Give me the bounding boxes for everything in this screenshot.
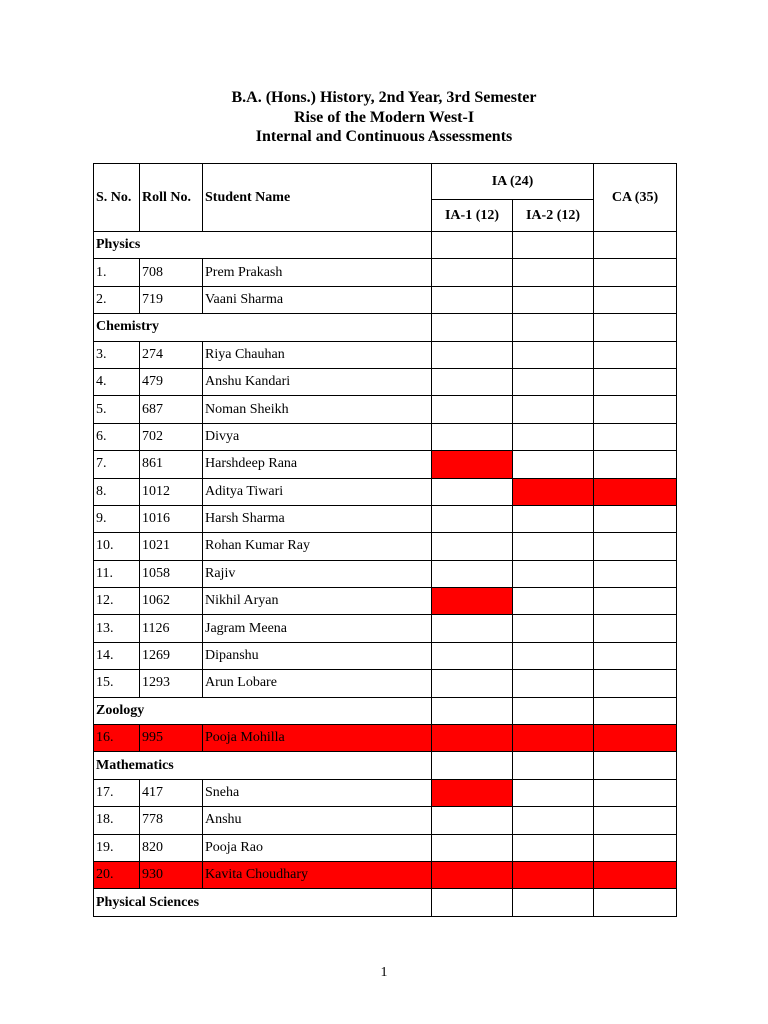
table-row: [94, 834, 677, 861]
cell-ia2: [513, 533, 594, 560]
cell-ia2: [513, 423, 594, 450]
group-row: [94, 232, 677, 259]
cell-sno: 2.: [94, 286, 140, 313]
cell-roll-no: 479: [140, 368, 203, 395]
cell-ia1: [432, 615, 513, 642]
table-row: [94, 286, 677, 313]
cell-ca: [594, 232, 677, 259]
cell-ca: [594, 588, 677, 615]
group-row: [94, 697, 677, 724]
cell-ia1: [432, 560, 513, 587]
cell-sno: 8.: [94, 478, 140, 505]
cell-ia2: [513, 779, 594, 806]
table-row: [94, 259, 677, 286]
cell-roll-no: 1293: [140, 670, 203, 697]
header-ia-1: IA-1 (12): [432, 200, 513, 232]
cell-student-name: Harshdeep Rana: [203, 451, 432, 478]
cell-ia2: [513, 889, 594, 916]
cell-sno: 17.: [94, 779, 140, 806]
header-ia-2: IA-2 (12): [513, 200, 594, 232]
cell-roll-no: 995: [140, 725, 203, 752]
document-title: [0, 88, 768, 147]
cell-ia1: [432, 889, 513, 916]
cell-ia1: [432, 725, 513, 752]
cell-roll-no: 1058: [140, 560, 203, 587]
cell-roll-no: 1062: [140, 588, 203, 615]
group-label: Chemistry: [94, 314, 432, 341]
cell-ia2: [513, 642, 594, 669]
header-row: [94, 164, 677, 200]
cell-sno: 9.: [94, 505, 140, 532]
cell-student-name: Pooja Rao: [203, 834, 432, 861]
cell-ia2: [513, 314, 594, 341]
cell-ia2: [513, 861, 594, 888]
table-row: [94, 396, 677, 423]
table-row: [94, 670, 677, 697]
cell-ia1: [432, 861, 513, 888]
cell-ia2: [513, 341, 594, 368]
cell-sno: 11.: [94, 560, 140, 587]
cell-ia2: [513, 451, 594, 478]
cell-student-name: Anshu Kandari: [203, 368, 432, 395]
cell-ca: [594, 697, 677, 724]
cell-ia1: [432, 834, 513, 861]
title-line-assessment: Internal and Continuous Assessments: [255, 128, 513, 145]
cell-ia1: [432, 807, 513, 834]
table-body: [94, 232, 677, 917]
cell-ia1: [432, 451, 513, 478]
cell-ca: [594, 259, 677, 286]
header-ca: CA (35): [594, 164, 677, 232]
cell-ca: [594, 423, 677, 450]
cell-ca: [594, 834, 677, 861]
cell-sno: 1.: [94, 259, 140, 286]
table-row: [94, 478, 677, 505]
cell-roll-no: 719: [140, 286, 203, 313]
cell-student-name: Prem Prakash: [203, 259, 432, 286]
cell-ia1: [432, 232, 513, 259]
cell-ia1: [432, 478, 513, 505]
cell-student-name: Riya Chauhan: [203, 341, 432, 368]
cell-ca: [594, 725, 677, 752]
cell-roll-no: 1016: [140, 505, 203, 532]
table-row: [94, 560, 677, 587]
table-row: [94, 505, 677, 532]
cell-ia2: [513, 478, 594, 505]
cell-ca: [594, 670, 677, 697]
table-row: [94, 451, 677, 478]
title-line-course: B.A. (Hons.) History, 2nd Year, 3rd Semester: [231, 89, 537, 106]
cell-ia1: [432, 314, 513, 341]
cell-roll-no: 417: [140, 779, 203, 806]
group-label: Physics: [94, 232, 432, 259]
cell-ca: [594, 560, 677, 587]
header-roll-no: Roll No.: [140, 164, 203, 232]
cell-ia1: [432, 533, 513, 560]
cell-ca: [594, 861, 677, 888]
cell-ia2: [513, 560, 594, 587]
cell-sno: 4.: [94, 368, 140, 395]
cell-roll-no: 1012: [140, 478, 203, 505]
header-ia: IA (24): [432, 164, 594, 200]
cell-sno: 12.: [94, 588, 140, 615]
cell-ca: [594, 642, 677, 669]
page-number: 1: [380, 965, 388, 980]
cell-ia1: [432, 423, 513, 450]
cell-roll-no: 930: [140, 861, 203, 888]
cell-ia2: [513, 670, 594, 697]
cell-ia2: [513, 368, 594, 395]
cell-student-name: Pooja Mohilla: [203, 725, 432, 752]
cell-sno: 3.: [94, 341, 140, 368]
cell-roll-no: 702: [140, 423, 203, 450]
group-label: Mathematics: [94, 752, 432, 779]
cell-student-name: Jagram Meena: [203, 615, 432, 642]
cell-sno: 13.: [94, 615, 140, 642]
cell-ca: [594, 752, 677, 779]
table-row: [94, 533, 677, 560]
cell-roll-no: 1021: [140, 533, 203, 560]
header-student-name: Student Name: [203, 164, 432, 232]
cell-ia1: [432, 588, 513, 615]
cell-ia2: [513, 615, 594, 642]
cell-sno: 19.: [94, 834, 140, 861]
cell-ca: [594, 505, 677, 532]
cell-ia1: [432, 505, 513, 532]
cell-sno: 7.: [94, 451, 140, 478]
cell-ia2: [513, 286, 594, 313]
cell-ia2: [513, 505, 594, 532]
cell-ia2: [513, 725, 594, 752]
cell-sno: 5.: [94, 396, 140, 423]
cell-ca: [594, 889, 677, 916]
cell-ia2: [513, 752, 594, 779]
cell-ia1: [432, 368, 513, 395]
assessment-table: [93, 163, 677, 917]
cell-student-name: Anshu: [203, 807, 432, 834]
cell-ia1: [432, 286, 513, 313]
cell-roll-no: 1269: [140, 642, 203, 669]
table-row: [94, 423, 677, 450]
cell-student-name: Rohan Kumar Ray: [203, 533, 432, 560]
cell-student-name: Nikhil Aryan: [203, 588, 432, 615]
cell-ca: [594, 341, 677, 368]
group-row: [94, 314, 677, 341]
cell-student-name: Divya: [203, 423, 432, 450]
cell-ia1: [432, 697, 513, 724]
cell-ca: [594, 533, 677, 560]
cell-student-name: Sneha: [203, 779, 432, 806]
cell-ca: [594, 451, 677, 478]
table-row: [94, 341, 677, 368]
cell-ia1: [432, 752, 513, 779]
cell-ca: [594, 779, 677, 806]
cell-ia2: [513, 232, 594, 259]
cell-sno: 18.: [94, 807, 140, 834]
table-row: [94, 588, 677, 615]
cell-ia1: [432, 642, 513, 669]
cell-student-name: Dipanshu: [203, 642, 432, 669]
cell-sno: 15.: [94, 670, 140, 697]
group-label: Zoology: [94, 697, 432, 724]
cell-ca: [594, 615, 677, 642]
cell-sno: 10.: [94, 533, 140, 560]
cell-student-name: Rajiv: [203, 560, 432, 587]
group-row: [94, 889, 677, 916]
header-sno: S. No.: [94, 164, 140, 232]
cell-roll-no: 1126: [140, 615, 203, 642]
cell-roll-no: 778: [140, 807, 203, 834]
table-row: [94, 368, 677, 395]
cell-ia1: [432, 259, 513, 286]
cell-ca: [594, 396, 677, 423]
table-row: [94, 861, 677, 888]
cell-ca: [594, 286, 677, 313]
cell-ia2: [513, 807, 594, 834]
cell-ia1: [432, 396, 513, 423]
cell-ia2: [513, 396, 594, 423]
cell-roll-no: 687: [140, 396, 203, 423]
cell-ia1: [432, 670, 513, 697]
cell-ia2: [513, 697, 594, 724]
cell-ca: [594, 807, 677, 834]
cell-roll-no: 861: [140, 451, 203, 478]
cell-roll-no: 820: [140, 834, 203, 861]
cell-sno: 20.: [94, 861, 140, 888]
cell-sno: 6.: [94, 423, 140, 450]
cell-roll-no: 708: [140, 259, 203, 286]
table-row: [94, 725, 677, 752]
cell-ia2: [513, 834, 594, 861]
cell-ca: [594, 478, 677, 505]
cell-ca: [594, 368, 677, 395]
group-row: [94, 752, 677, 779]
cell-student-name: Vaani Sharma: [203, 286, 432, 313]
table-row: [94, 779, 677, 806]
cell-ia2: [513, 259, 594, 286]
cell-student-name: Kavita Choudhary: [203, 861, 432, 888]
cell-student-name: Noman Sheikh: [203, 396, 432, 423]
title-line-paper: Rise of the Modern West-I: [293, 108, 475, 126]
cell-student-name: Aditya Tiwari: [203, 478, 432, 505]
cell-student-name: Harsh Sharma: [203, 505, 432, 532]
cell-ia1: [432, 341, 513, 368]
table-row: [94, 807, 677, 834]
cell-sno: 14.: [94, 642, 140, 669]
cell-roll-no: 274: [140, 341, 203, 368]
cell-student-name: Arun Lobare: [203, 670, 432, 697]
group-label: Physical Sciences: [94, 889, 432, 916]
table-row: [94, 642, 677, 669]
cell-ia2: [513, 588, 594, 615]
cell-sno: 16.: [94, 725, 140, 752]
cell-ca: [594, 314, 677, 341]
cell-ia1: [432, 779, 513, 806]
table-row: [94, 615, 677, 642]
